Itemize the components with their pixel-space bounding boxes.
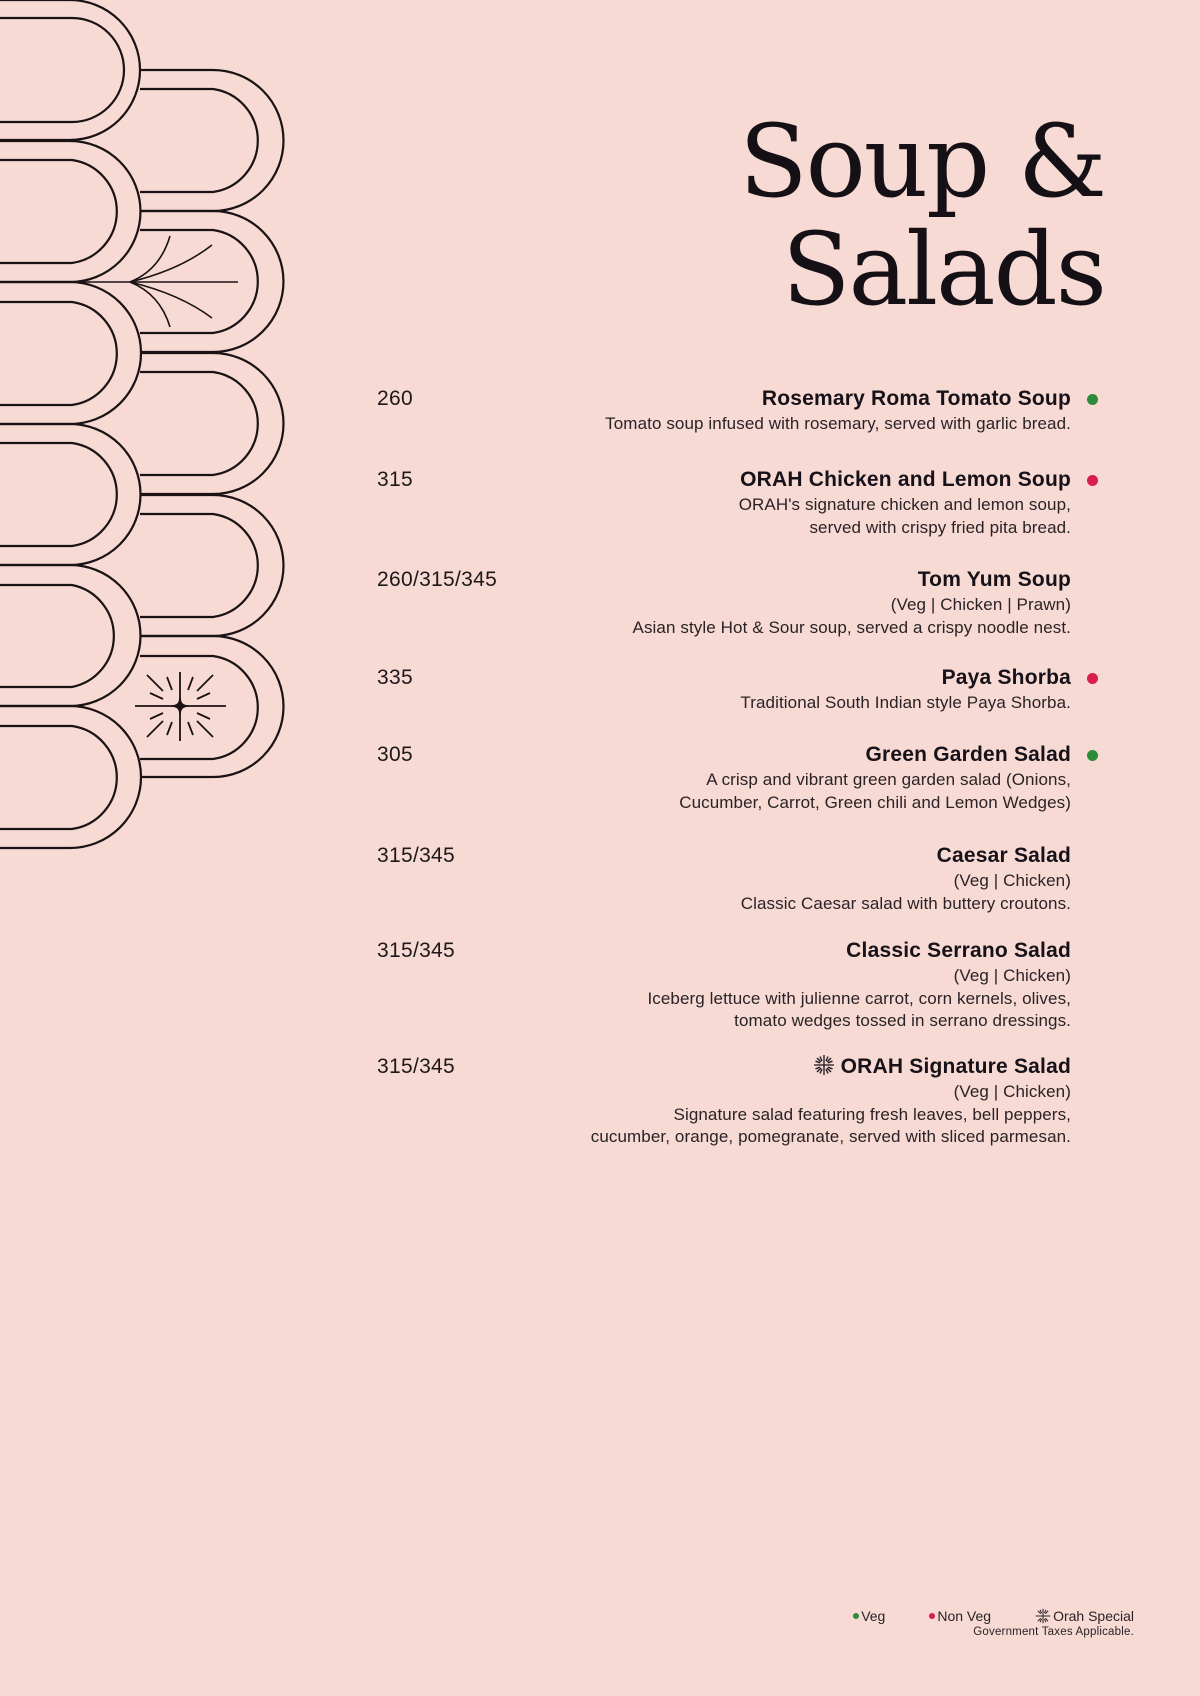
veg-indicator-icon — [1087, 394, 1098, 405]
item-name-text: Green Garden Salad — [865, 743, 1071, 766]
legend-non-veg-label: Non Veg — [937, 1608, 992, 1624]
item-name-text: Rosemary Roma Tomato Soup — [761, 387, 1071, 410]
arch-column-right — [140, 70, 284, 777]
arch-column-left — [0, 0, 141, 848]
veg-dot-icon — [853, 1613, 859, 1619]
item-name — [377, 664, 1071, 692]
item-name: Classic Serrano Salad — [846, 939, 1071, 962]
menu-item — [377, 1053, 1071, 1153]
item-price: 315 — [377, 468, 413, 491]
item-description: Asian style Hot & Sour soup, served a crispy noodle nest. — [632, 617, 1071, 637]
title-line-1: Soup & — [739, 103, 1105, 220]
legend-veg-label: Veg — [861, 1608, 886, 1624]
sparkle-motif — [135, 672, 226, 741]
item-options: (Veg | Chicken) — [953, 966, 1071, 985]
menu-item — [377, 741, 1071, 842]
item-name — [377, 741, 1071, 769]
item-options: (Veg | Chicken) — [953, 1082, 1071, 1101]
non-veg-indicator-icon — [1087, 673, 1098, 684]
page-title — [739, 103, 1105, 328]
item-description-line2: Cucumber, Carrot, Green chili and Lemon Wedges) — [679, 792, 1071, 812]
item-price: 315/345 — [377, 844, 456, 867]
menu-list — [377, 385, 1071, 1153]
veg-indicator-icon — [1087, 750, 1098, 761]
orah-special-icon — [1035, 1608, 1051, 1624]
legend-orah-special — [1035, 1608, 1134, 1624]
menu-item — [377, 566, 1071, 664]
legend — [853, 1608, 1134, 1638]
item-name-text: ORAH Chicken and Lemon Soup — [740, 468, 1071, 491]
item-name — [377, 385, 1071, 413]
item-description-line2: served with crispy fried pita bread. — [809, 517, 1071, 537]
orah-special-icon — [813, 1054, 835, 1076]
item-price: 305 — [377, 743, 413, 766]
item-description-line2: tomato wedges tossed in serrano dressings. — [734, 1011, 1071, 1030]
title-line-2: Salads — [781, 211, 1105, 328]
item-price: 315/345 — [377, 939, 456, 962]
arch-pattern-decoration — [0, 0, 300, 860]
item-name: Caesar Salad — [936, 844, 1071, 867]
item-description: Tomato soup infused with rosemary, served with garlic bread. — [605, 414, 1071, 433]
sprig-motif — [0, 236, 238, 327]
taxes-note: Government Taxes Applicable. — [973, 1626, 1134, 1638]
item-description: A crisp and vibrant green garden salad (Onions, — [706, 770, 1071, 789]
item-price: 260/315/345 — [377, 568, 498, 591]
legend-non-veg — [929, 1608, 991, 1624]
item-description: Classic Caesar salad with buttery croutons. — [740, 893, 1071, 913]
item-name-text: Paya Shorba — [941, 666, 1071, 689]
menu-item — [377, 385, 1071, 466]
menu-item — [377, 842, 1071, 937]
non-veg-dot-icon — [929, 1613, 935, 1619]
item-description: Signature salad featuring fresh leaves, bell peppers, — [673, 1104, 1071, 1124]
item-options: (Veg | Chicken) — [953, 871, 1071, 890]
menu-item — [377, 664, 1071, 741]
legend-special-label: Orah Special — [1053, 1608, 1134, 1624]
item-description-line2: cucumber, orange, pomegranate, served with sliced parmesan. — [590, 1127, 1071, 1146]
item-options: (Veg | Chicken | Prawn) — [890, 595, 1071, 614]
item-price: 335 — [377, 666, 413, 689]
legend-veg — [853, 1608, 885, 1624]
item-name-text: ORAH Signature Salad — [840, 1055, 1071, 1078]
item-description: Traditional South Indian style Paya Shorba. — [740, 693, 1071, 712]
item-name — [377, 1053, 1071, 1081]
item-price: 260 — [377, 387, 413, 410]
menu-item — [377, 937, 1071, 1053]
item-name — [377, 466, 1071, 494]
item-description: Iceberg lettuce with julienne carrot, corn kernels, olives, — [647, 988, 1071, 1008]
item-description: ORAH's signature chicken and lemon soup, — [738, 495, 1071, 514]
item-name: Tom Yum Soup — [917, 568, 1071, 591]
item-price: 315/345 — [377, 1055, 456, 1078]
non-veg-indicator-icon — [1087, 475, 1098, 486]
menu-item — [377, 466, 1071, 566]
